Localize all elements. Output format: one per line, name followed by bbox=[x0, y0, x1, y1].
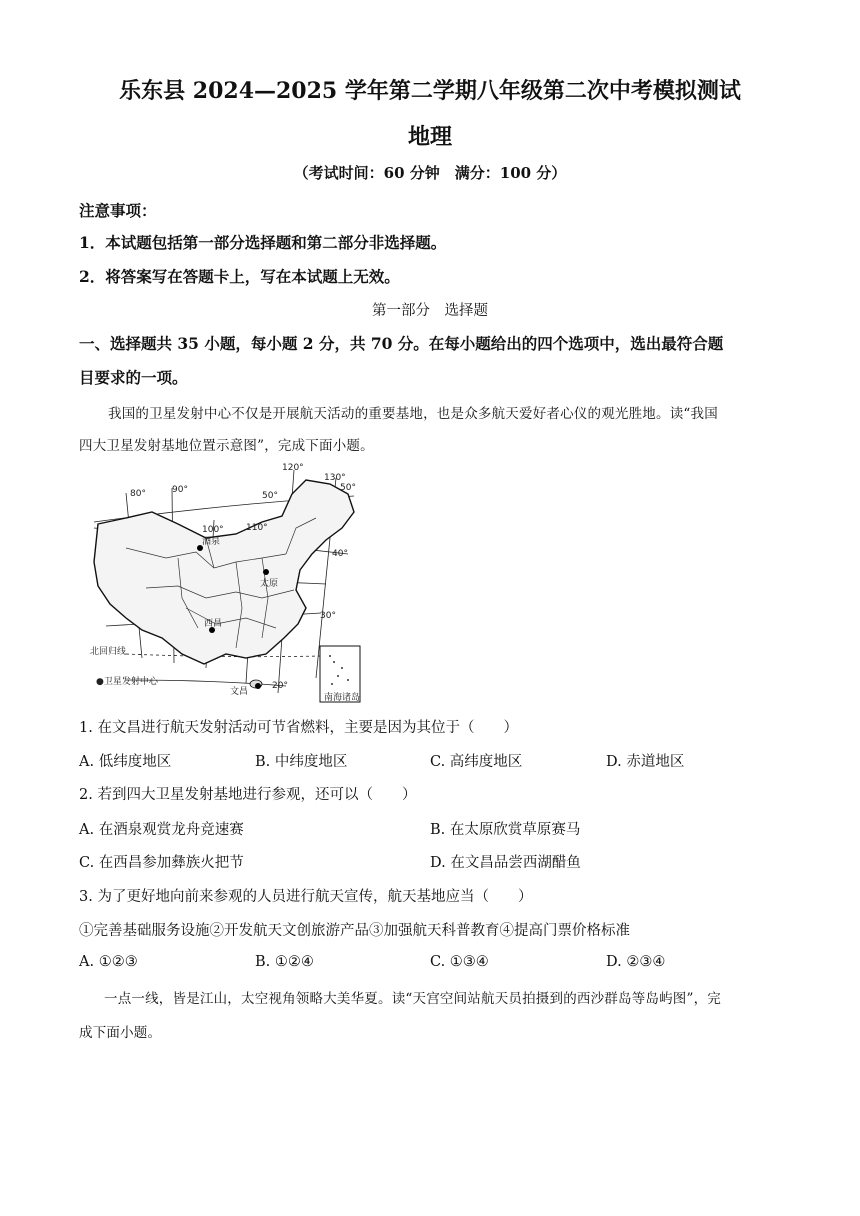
q1-stem: 1. 在文昌进行航天发射活动可节省燃料，主要是因为其位于（ ） bbox=[79, 720, 518, 736]
notice-item-1: 1．本试题包括第一部分选择题和第二部分非选择题。 bbox=[79, 233, 447, 252]
intro1-line1: 我国的卫星发射中心不仅是开展航天活动的重要基地，也是众多航天爱好者心仪的观光胜地。读“我国 bbox=[108, 406, 718, 422]
lon-label-80: 80° bbox=[130, 489, 146, 499]
q1-option-b: B. 中纬度地区 bbox=[255, 754, 348, 770]
exam-title: 乐东县 2024—2025 学年第二学期八年级第二次中考模拟测试 bbox=[119, 78, 741, 104]
lon-label-110: 110° bbox=[246, 523, 268, 533]
map-legend: ●卫星发射中心 bbox=[96, 677, 158, 687]
notice-item-2: 2．将答案写在答题卡上，写在本试题上无效。 bbox=[79, 267, 400, 286]
q3-option-b: B. ①②④ bbox=[255, 954, 314, 970]
q2-option-a: A. 在酒泉观赏龙舟竞速赛 bbox=[79, 822, 244, 838]
lat-label-30: 30° bbox=[320, 611, 336, 621]
lon-label-90: 90° bbox=[172, 485, 188, 495]
exam-subject: 地理 bbox=[407, 124, 452, 150]
lon-label-130: 130° bbox=[324, 473, 346, 483]
q3-option-c: C. ①③④ bbox=[430, 954, 489, 970]
q2-option-d: D. 在文昌品尝西湖醋鱼 bbox=[430, 855, 581, 871]
satellite-base-map bbox=[86, 458, 376, 706]
inset-label: 南海诸岛 bbox=[324, 693, 361, 703]
q3-stem: 3. 为了更好地向前来参观的人员进行航天宣传，航天基地应当（ ） bbox=[79, 889, 533, 905]
q3-statement: ①完善基础服务设施②开发航天文创旅游产品③加强航天科普教育④提高门票价格标准 bbox=[79, 923, 630, 939]
city-label-jiuquan: 酒泉 bbox=[202, 537, 221, 547]
lat-label-50-left: 50° bbox=[262, 491, 278, 501]
city-label-wenchang: 文昌 bbox=[230, 687, 249, 697]
q2-option-b: B. 在太原欣赏草原赛马 bbox=[430, 822, 581, 838]
city-dot-taiyuan bbox=[263, 569, 269, 575]
lon-label-120: 120° bbox=[282, 463, 304, 473]
intro1-line2: 四大卫星发射基地位置示意图”，完成下面小题。 bbox=[79, 438, 374, 454]
city-label-taiyuan: 太原 bbox=[260, 579, 279, 589]
q1-option-d: D. 赤道地区 bbox=[606, 754, 685, 770]
q3-option-a: A. ①②③ bbox=[79, 954, 138, 970]
q1-option-a: A. 低纬度地区 bbox=[79, 754, 172, 770]
lat-label-50-right: 50° bbox=[340, 483, 356, 493]
part1-instruction-line1: 一、选择题共 35 小题，每小题 2 分，共 70 分。在每小题给出的四个选项中，选出最符合题 bbox=[79, 334, 724, 353]
lon-label-100: 100° bbox=[202, 525, 224, 535]
intro2-line1: 一点一线，皆是江山，太空视角领略大美华夏。读“天宫空间站航天员拍摄到的西沙群岛等岛屿图”，完 bbox=[104, 991, 722, 1007]
city-label-xichang: 西昌 bbox=[204, 619, 223, 629]
tropic-label: 北回归线 bbox=[90, 647, 127, 657]
q2-stem: 2. 若到四大卫星发射基地进行参观，还可以（ ） bbox=[79, 787, 417, 803]
lat-label-20: 20° bbox=[272, 681, 288, 691]
q3-option-d: D. ②③④ bbox=[606, 954, 666, 970]
lat-label-40: 40° bbox=[332, 549, 348, 559]
city-dot-wenchang bbox=[255, 683, 261, 689]
part1-title: 第一部分 选择题 bbox=[372, 303, 488, 319]
intro2-line2: 成下面小题。 bbox=[79, 1025, 162, 1041]
notice-heading: 注意事项： bbox=[79, 201, 157, 220]
map-figure bbox=[86, 458, 376, 706]
part1-instruction-line2: 目要求的一项。 bbox=[79, 368, 188, 387]
exam-meta: （考试时间：60 分钟 满分：100 分） bbox=[293, 164, 567, 182]
q1-option-c: C. 高纬度地区 bbox=[430, 754, 523, 770]
q2-option-c: C. 在西昌参加彝族火把节 bbox=[79, 855, 244, 871]
